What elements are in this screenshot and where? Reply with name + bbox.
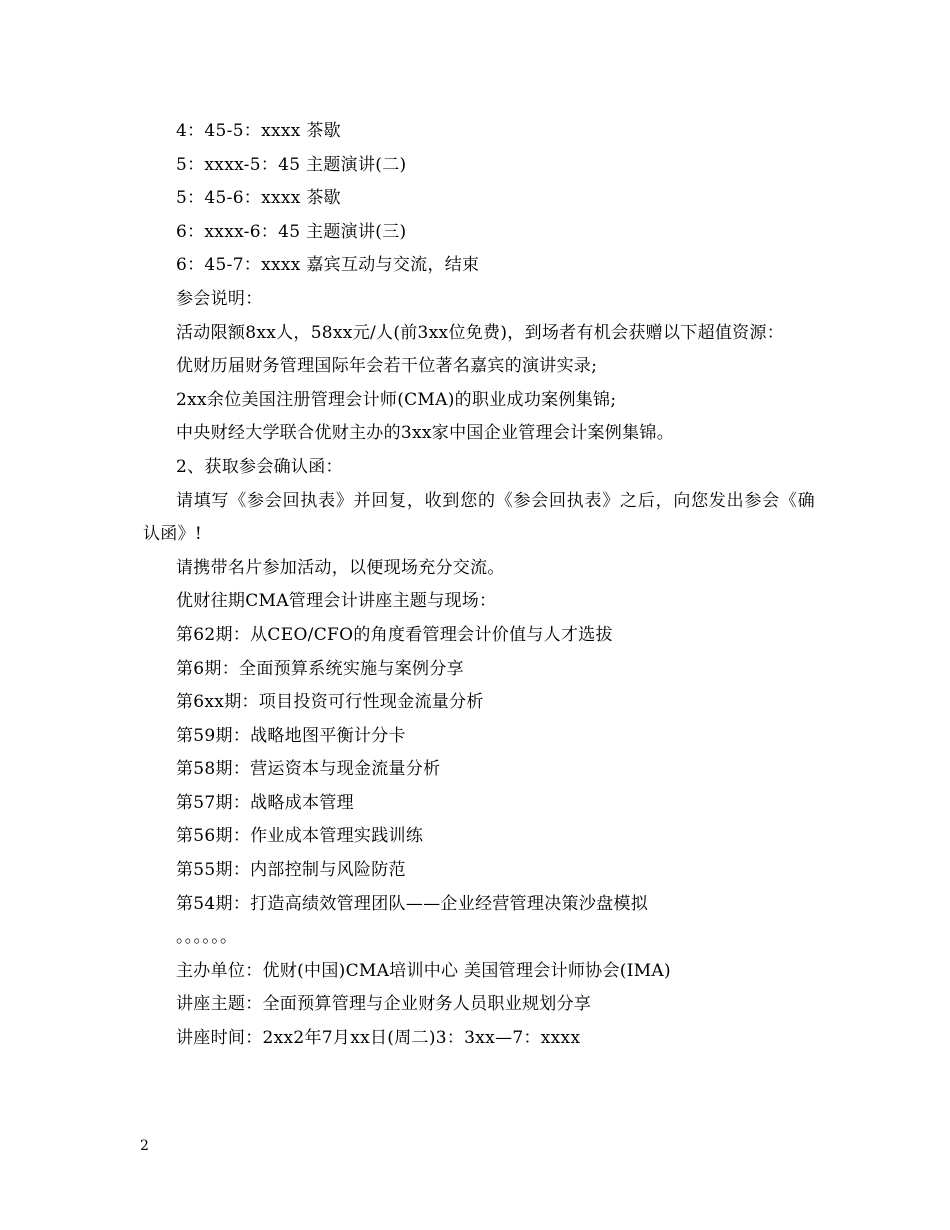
ellipsis-line: 。。。。。。	[176, 927, 238, 948]
section-heading: 优财往期CMA管理会计讲座主题与现场：	[176, 591, 497, 612]
resource-item: 中央财经大学联合优财主办的3xx家中国企业管理会计案例集锦。	[176, 423, 674, 444]
section-heading: 2、获取参会确认函：	[176, 456, 343, 477]
lecture-item: 第6xx期：项目投资可行性现金流量分析	[176, 692, 484, 713]
schedule-line: 6：xxxx-6：45 主题演讲(三)	[176, 221, 407, 242]
schedule-line: 6：45-7：xxxx 嘉宾互动与交流，结束	[176, 255, 480, 276]
lecture-item: 第6期：全面预算系统实施与案例分享	[176, 658, 464, 679]
schedule-line: 5：xxxx-5：45 主题演讲(二)	[176, 154, 407, 175]
lecture-item: 第55期：内部控制与风险防范	[176, 860, 406, 881]
lecture-item: 第57期：战略成本管理	[176, 792, 354, 813]
resource-item: 优财历届财务管理国际年会若干位著名嘉宾的演讲实录;	[176, 356, 598, 377]
lecture-item: 第54期：打造高绩效管理团队——企业经营管理决策沙盘模拟	[176, 893, 649, 914]
lecture-item: 第58期：营运资本与现金流量分析	[176, 759, 441, 780]
schedule-line: 5：45-6：xxxx 茶歇	[176, 188, 341, 209]
organizer-line: 主办单位：优财(中国)CMA培训中心 美国管理会计师协会(IMA)	[176, 960, 671, 981]
body-paragraph: 请携带名片参加活动，以便现场充分交流。	[176, 557, 505, 578]
schedule-line: 4：45-5：xxxx 茶歇	[176, 121, 341, 141]
resource-item: 2xx余位美国注册管理会计师(CMA)的职业成功案例集锦;	[176, 389, 617, 410]
topic-line: 讲座主题：全面预算管理与企业财务人员职业规划分享	[176, 994, 592, 1015]
document-body	[143, 115, 815, 1056]
body-paragraph: 活动限额8xx人，58xx元/人(前3xx位免费)，到场者有机会获赠以下超值资源：	[176, 322, 785, 343]
page-number: 2	[140, 1138, 149, 1154]
body-paragraph: 请填写《参会回执表》并回复，收到您的《参会回执表》之后，向您发出参会《确认函》!	[143, 490, 815, 545]
lecture-item: 第56期：作业成本管理实践训练	[176, 826, 424, 847]
lecture-item: 第59期：战略地图平衡计分卡	[176, 725, 406, 746]
lecture-item: 第62期：从CEO/CFO的角度看管理会计价值与人才选拔	[176, 624, 613, 645]
time-line: 讲座时间：2xx2年7月xx日(周二)3：3xx—7：xxxx	[176, 1028, 581, 1049]
section-heading: 参会说明：	[176, 288, 263, 309]
